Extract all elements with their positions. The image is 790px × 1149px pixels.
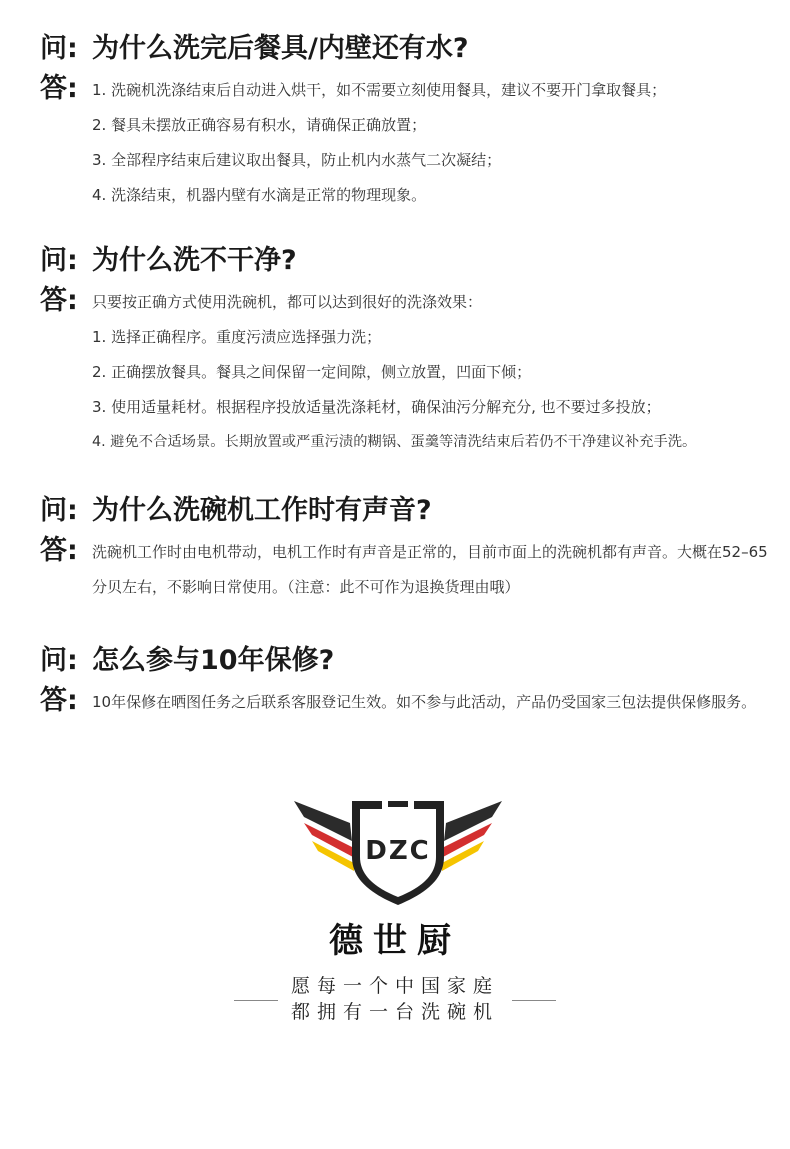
answer-body — [92, 73, 770, 213]
answer-paragraph: 洗碗机工作时由电机带动，电机工作时有声音是正常的，目前市面上的洗碗机都有声音。大概在52–65分贝左右，不影响日常使用。（注意：此不可作为退换货理由哦） — [92, 543, 768, 596]
question-label: 问: — [40, 645, 78, 676]
question-row — [40, 26, 770, 65]
emblem-text: DZC — [365, 836, 431, 866]
slogan-line-1: 愿每一个中国家庭 — [290, 975, 499, 997]
answer-line: 1. 洗碗机洗涤结束后自动进入烘干，如不需要立刻使用餐具，建议不要开门拿取餐具； — [92, 81, 667, 99]
answer-line: 2. 正确摆放餐具。餐具之间保留一定间隙，侧立放置，凹面下倾； — [92, 363, 532, 381]
brand-name: 德世厨 — [329, 921, 461, 961]
answer-label: 答: — [40, 73, 78, 104]
question-text: 怎么参与10年保修? — [92, 645, 335, 676]
question-row — [40, 638, 770, 677]
answer-line: 3. 全部程序结束后建议取出餐具，防止机内水蒸气二次凝结； — [92, 151, 502, 169]
question-label: 问: — [40, 33, 78, 64]
answer-body — [92, 685, 770, 720]
answer-label: 答: — [40, 535, 78, 566]
answer-line: 1. 选择正确程序。重度污渍应选择强力洗； — [92, 328, 382, 346]
answer-row — [40, 73, 770, 213]
answer-row — [40, 685, 770, 720]
answer-label: 答: — [40, 285, 78, 316]
faq-item-3 — [40, 488, 770, 605]
answer-body — [92, 535, 770, 605]
answer-line: 3. 使用适量耗材。根据程序投放适量洗涤耗材，确保油污分解充分, 也不要过多投放； — [92, 398, 661, 416]
answer-intro: 只要按正确方式使用洗碗机，都可以达到很好的洗涤效果： — [92, 293, 483, 311]
answer-line: 4. 避免不合适场景。长期放置或严重污渍的糊锅、蛋羹等清洗结束后若仍不干净建议补充手洗。 — [92, 434, 697, 450]
faq-item-4 — [40, 638, 770, 720]
answer-row — [40, 535, 770, 605]
question-text: 为什么洗完后餐具/内壁还有水? — [92, 33, 469, 64]
question-label: 问: — [40, 495, 78, 526]
dzc-logo-icon — [290, 795, 506, 907]
brand-slogan — [0, 973, 790, 1025]
answer-line: 2. 餐具未摆放正确容易有积水，请确保正确放置； — [92, 116, 427, 134]
question-label: 问: — [40, 245, 78, 276]
faq-item-1 — [40, 26, 770, 213]
faq-item-2 — [40, 238, 770, 460]
answer-label: 答: — [40, 685, 78, 716]
question-text: 为什么洗不干净? — [92, 245, 297, 276]
question-text: 为什么洗碗机工作时有声音? — [92, 495, 432, 526]
answer-paragraph: 10年保修在晒图任务之后联系客服登记生效。如不参与此活动，产品仍受国家三包法提供保修服务。 — [92, 693, 757, 711]
answer-row — [40, 285, 770, 460]
question-row — [40, 488, 770, 527]
answer-body — [92, 285, 770, 460]
slogan-line-2: 都拥有一台洗碗机 — [290, 1001, 499, 1023]
question-row — [40, 238, 770, 277]
answer-line: 4. 洗涤结束，机器内壁有水滴是正常的物理现象。 — [92, 186, 427, 204]
